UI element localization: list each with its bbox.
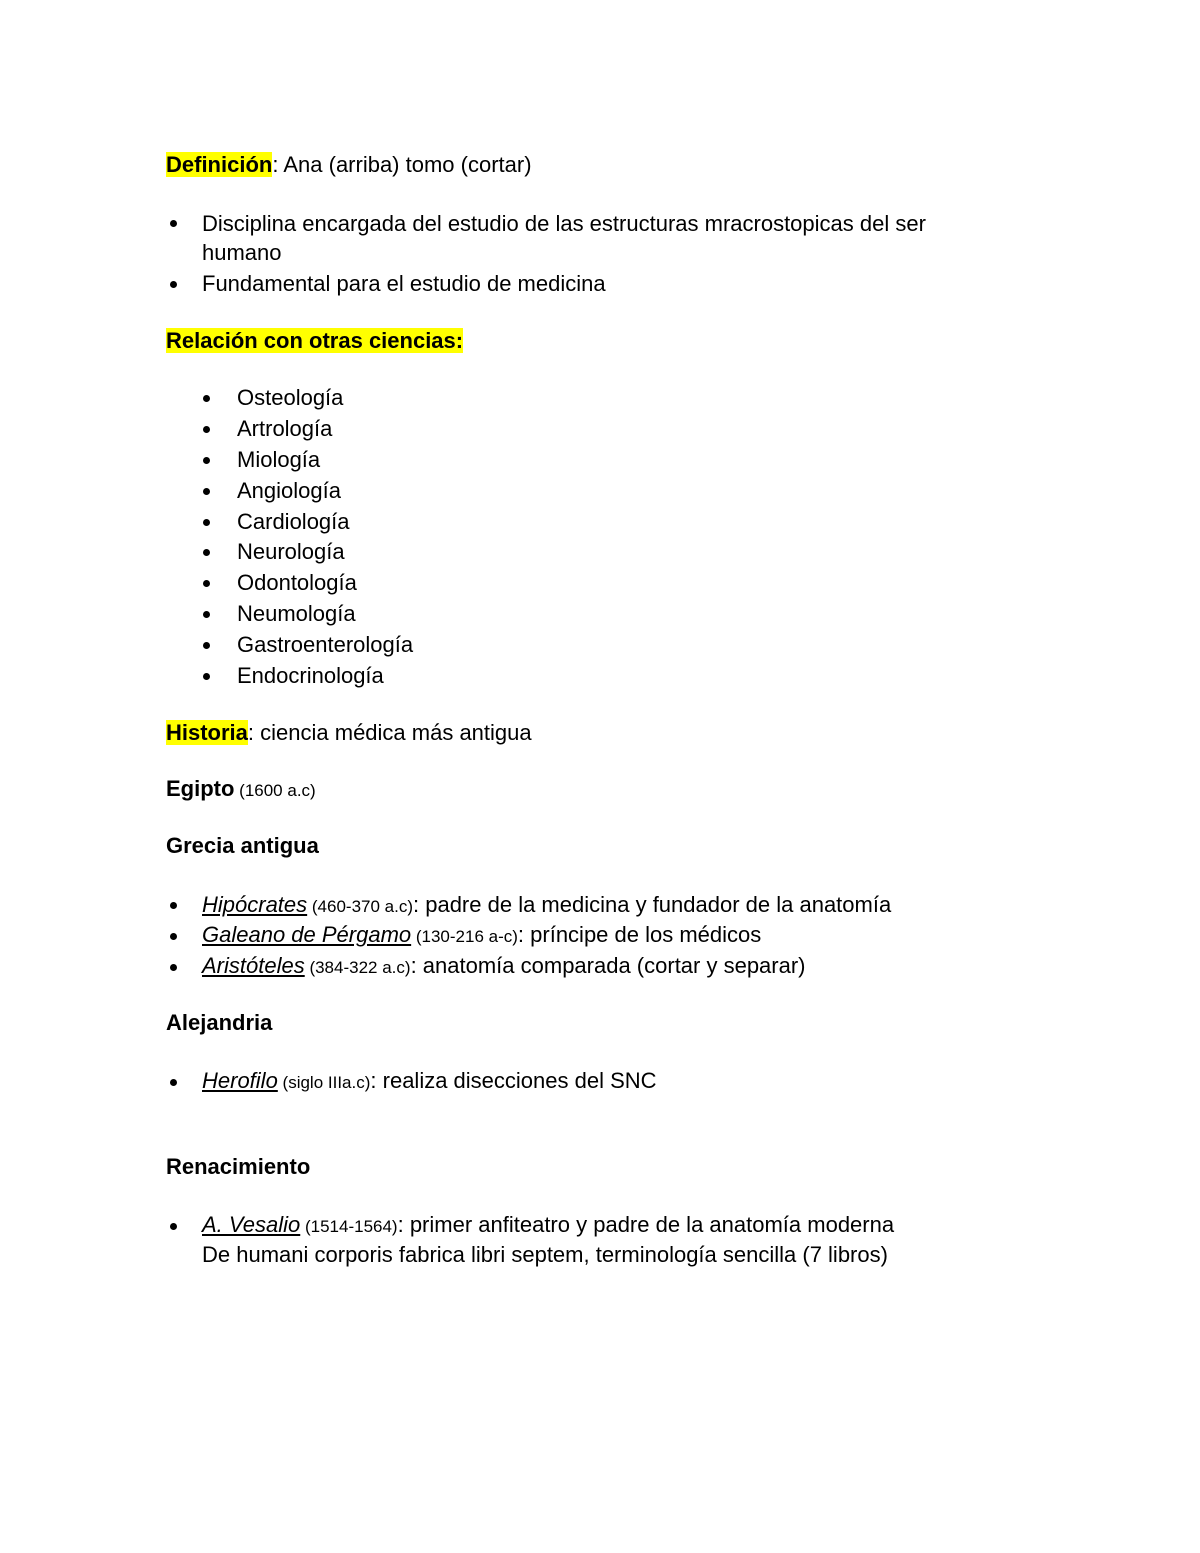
bullet-icon xyxy=(203,673,210,680)
egypt-title: Egipto xyxy=(166,776,235,801)
egypt-heading xyxy=(166,776,316,804)
history-text: : ciencia médica más antigua xyxy=(247,720,532,745)
person-desc: : primer anfiteatro y padre de la anatomía moderna xyxy=(397,1212,895,1237)
greece-item xyxy=(202,922,761,950)
alexandria-item xyxy=(202,1068,657,1096)
definition-bullet-1-cont: humano xyxy=(202,240,282,265)
person-name: A. Vesalio xyxy=(202,1212,301,1237)
bullet-icon xyxy=(170,964,177,971)
person-date: (1514-1564) xyxy=(300,1217,398,1236)
relation-heading xyxy=(166,328,463,354)
person-date: (460-370 a.c) xyxy=(307,897,413,916)
relation-item: Miología xyxy=(237,447,321,472)
bullet-icon xyxy=(170,220,177,227)
bullet-icon xyxy=(203,488,210,495)
person-date: (384-322 a.c) xyxy=(304,958,411,977)
person-name: Aristóteles xyxy=(202,953,305,978)
person-date: (siglo IIIa.c) xyxy=(277,1073,371,1092)
bullet-icon xyxy=(170,1223,177,1230)
relation-item: Artrología xyxy=(237,416,333,441)
greece-item xyxy=(202,953,806,981)
relation-item: Neumología xyxy=(237,601,356,626)
person-desc: : anatomía comparada (cortar y separar) xyxy=(410,953,806,978)
bullet-icon xyxy=(203,519,210,526)
relation-item: Gastroenterología xyxy=(237,632,414,657)
person-desc: : realiza disecciones del SNC xyxy=(370,1068,657,1093)
relation-item: Angiología xyxy=(237,478,341,503)
renaissance-item-cont: De humani corporis fabrica libri septem, terminología sencilla (7 libros) xyxy=(202,1242,888,1267)
renaissance-heading: Renacimiento xyxy=(166,1154,311,1179)
relation-item: Endocrinología xyxy=(237,663,384,688)
renaissance-item xyxy=(202,1212,894,1240)
bullet-icon xyxy=(203,426,210,433)
alexandria-heading: Alejandria xyxy=(166,1010,273,1035)
person-desc: : príncipe de los médicos xyxy=(517,922,762,947)
person-name: Herofilo xyxy=(202,1068,278,1093)
person-desc: : padre de la medicina y fundador de la anatomía xyxy=(413,892,892,917)
relation-label: Relación con otras ciencias: xyxy=(166,328,464,353)
relation-item: Osteología xyxy=(237,385,344,410)
person-name: Galeano de Pérgamo xyxy=(202,922,412,947)
bullet-icon xyxy=(203,580,210,587)
bullet-icon xyxy=(170,281,177,288)
relation-item: Odontología xyxy=(237,570,357,595)
bullet-icon xyxy=(170,902,177,909)
definition-bullet-2: Fundamental para el estudio de medicina xyxy=(202,271,606,296)
bullet-icon xyxy=(203,611,210,618)
greece-item xyxy=(202,892,891,920)
bullet-icon xyxy=(170,1079,177,1086)
relation-item: Cardiología xyxy=(237,509,350,534)
bullet-icon xyxy=(170,933,177,940)
person-name: Hipócrates xyxy=(202,892,308,917)
greece-heading: Grecia antigua xyxy=(166,833,319,858)
definition-bullet-1: Disciplina encargada del estudio de las estructuras mracrostopicas del ser xyxy=(202,211,926,236)
definition-text: : Ana (arriba) tomo (cortar) xyxy=(272,152,532,177)
egypt-date: (1600 a.c) xyxy=(234,781,316,800)
bullet-icon xyxy=(203,395,210,402)
history-label: Historia xyxy=(166,720,248,745)
relation-item: Neurología xyxy=(237,539,345,564)
definition-line xyxy=(166,152,532,178)
definition-label: Definición xyxy=(166,152,273,177)
bullet-icon xyxy=(203,457,210,464)
person-date: (130-216 a-c) xyxy=(411,927,518,946)
bullet-icon xyxy=(203,549,210,556)
history-line xyxy=(166,720,532,746)
bullet-icon xyxy=(203,642,210,649)
